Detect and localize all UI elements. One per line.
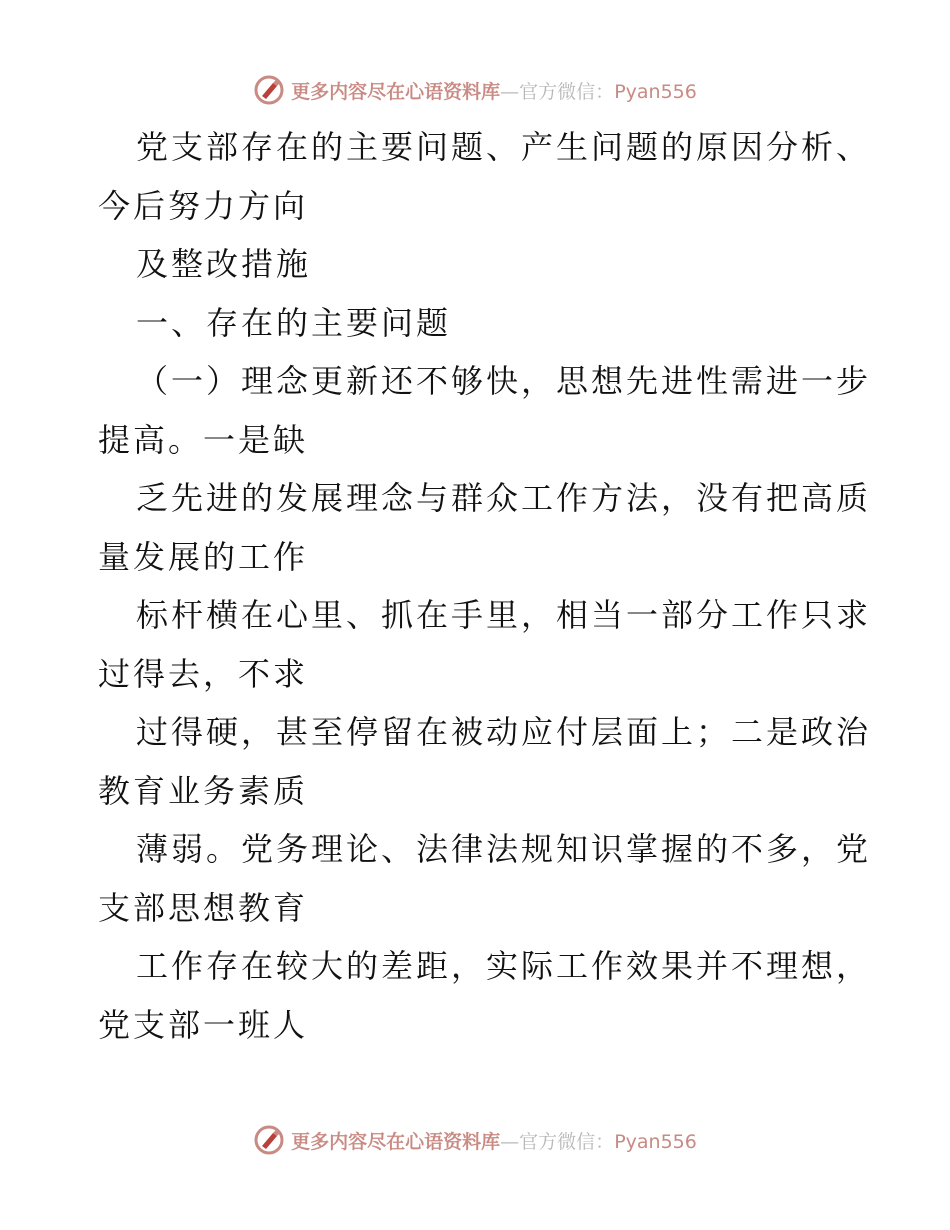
document-line: 乏先进的发展理念与群众工作方法，没有把高质	[136, 479, 872, 517]
document-line: 过得去，不求	[98, 654, 309, 693]
pen-seal-icon	[253, 1124, 285, 1156]
watermark-official: 官方微信：	[519, 80, 615, 103]
document-line: 量发展的工作	[98, 537, 309, 576]
document-line: 薄弱。党务理论、法律法规知识掌握的不多，党	[136, 830, 872, 868]
document-line: （一）理念更新还不够快，思想先进性需进一步	[136, 362, 872, 400]
watermark-text	[291, 77, 697, 104]
document-body	[98, 118, 872, 1054]
document-line: 及整改措施	[136, 245, 312, 283]
document-line: 标杆横在心里、抓在手里，相当一部分工作只求	[136, 596, 872, 634]
watermark-dash: —	[500, 80, 520, 103]
watermark-brand: 更多内容尽在心语资料库	[291, 1130, 501, 1153]
document-line: 教育业务素质	[98, 771, 309, 810]
document-line: 支部思想教育	[98, 888, 309, 927]
document-line: 今后努力方向	[98, 186, 309, 225]
watermark-official: 官方微信：	[519, 1130, 615, 1153]
watermark-brand: 更多内容尽在心语资料库	[291, 80, 501, 103]
document-line: 党支部一班人	[98, 1005, 309, 1044]
watermark-wechat-id: Pyan556	[614, 80, 697, 103]
watermark-footer	[0, 1122, 950, 1158]
watermark-wechat-id: Pyan556	[614, 1130, 697, 1153]
document-line: 过得硬，甚至停留在被动应付层面上；二是政治	[136, 713, 872, 751]
section-heading: 一、存在的主要问题	[136, 303, 452, 342]
pen-seal-icon	[253, 74, 285, 106]
watermark-dash: —	[500, 1130, 520, 1153]
document-line: 提高。一是缺	[98, 420, 309, 459]
document-line: 工作存在较大的差距，实际工作效果并不理想，	[136, 947, 872, 985]
watermark-header	[0, 72, 950, 108]
document-line: 党支部存在的主要问题、产生问题的原因分析、	[136, 128, 872, 166]
watermark-text	[291, 1127, 697, 1154]
